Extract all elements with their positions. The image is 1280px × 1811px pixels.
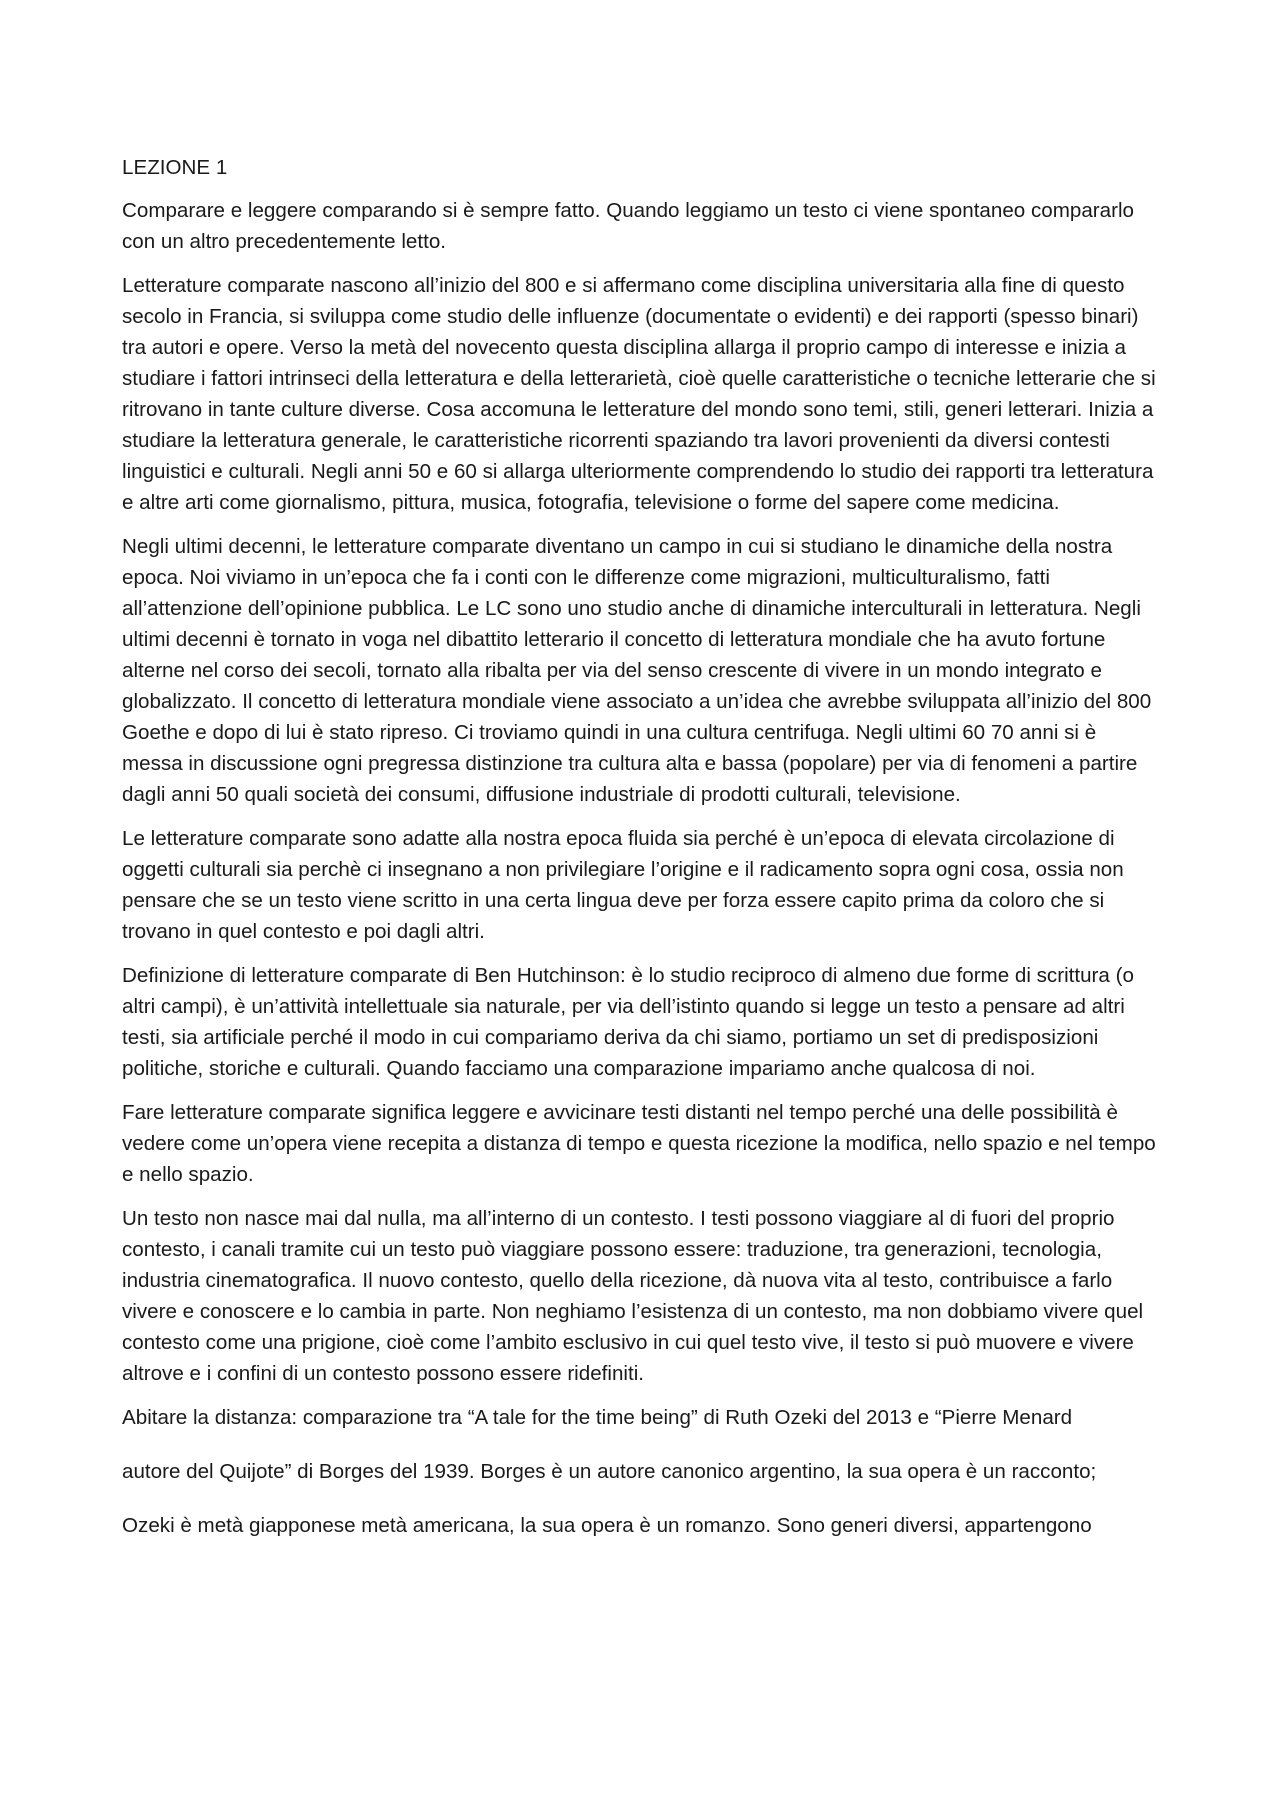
lesson-title: LEZIONE 1 bbox=[122, 156, 228, 179]
paragraph-comparison-line-2: autore del Quijote” di Borges del 1939. Borges è un autore canonico argentino, la sua opera è un racconto; bbox=[122, 1460, 1097, 1483]
paragraph-fluid-epoch: Le letterature comparate sono adatte alla nostra epoca fluida sia perché è un’epoca di elevata circolazione di oggetti culturali sia perchè ci insegnano a non privilegiare l’origine e il radicamento sopra ogni cosa, ossia non pensare che se un testo viene scritto in una certa lingua deve per forza essere capito prima da coloro che si trovano in quel contesto e poi dagli altri. bbox=[122, 827, 1124, 943]
paragraph-recent-decades: Negli ultimi decenni, le letterature comparate diventano un campo in cui si studiano le dinamiche della nostra epoca. Noi viviamo in un’epoca che fa i conti con le differenze come migrazioni, multiculturalismo, fatti all’attenzione dell’opinione pubblica. Le LC sono uno studio anche di dinamiche interculturali in letteratura. Negli ultimi decenni è tornato in voga nel dibattito letterario il concetto di letteratura mondiale che ha avuto fortune alterne nel corso dei secoli, tornato alla ribalta per via del senso crescente di vivere in un mondo integrato e globalizzato. Il concetto di letteratura mondiale viene associato a un’idea che avrebbe sviluppata all’inizio del 800 Goethe e dopo di lui è stato ripreso. Ci troviamo quindi in una cultura centrifuga. Negli ultimi 60 70 anni si è messa in discussione ogni pregressa distinzione tra cultura alta e bassa (popolare) per via di fenomeni a partire dagli anni 50 quali società dei consumi, diffusione industriale di prodotti culturali, televisione. bbox=[122, 535, 1152, 806]
document-body bbox=[122, 152, 1162, 1541]
paragraph-history: Letterature comparate nascono all’inizio del 800 e si affermano come disciplina universitaria alla fine di questo secolo in Francia, si sviluppa come studio delle influenze (documentate o evidenti) e dei rapporti (spesso binari) tra autori e opere. Verso la metà del novecento questa disciplina allarga il proprio campo di interesse e inizia a studiare i fattori intrinseci della letteratura e della letterarietà, cioè quelle caratteristiche o tecniche letterarie che si ritrovano in tante culture diverse. Cosa accomuna le letterature del mondo sono temi, stili, generi letterari. Inizia a studiare la letteratura generale, le caratteristiche ricorrenti spaziando tra lavori provenienti da diversi contesti linguistici e culturali. Negli anni 50 e 60 si allarga ulteriormente comprendendo lo studio dei rapporti tra letteratura e altre arti come giornalismo, pittura, musica, fotografia, televisione o forme del sapere come medicina. bbox=[122, 274, 1156, 514]
paragraph-definition: Definizione di letterature comparate di Ben Hutchinson: è lo studio reciproco di almeno due forme di scrittura (o altri campi), è un’attività intellettuale sia naturale, per via dell’istinto quando si legge un testo a pensare ad altri testi, sia artificiale perché il modo in cui compariamo deriva da chi siamo, portiamo un set di predisposizioni politiche, storiche e culturali. Quando facciamo una comparazione impariamo anche qualcosa di noi. bbox=[122, 964, 1134, 1080]
paragraph-intro: Comparare e leggere comparando si è sempre fatto. Quando leggiamo un testo ci viene spontaneo compararlo con un altro precedentemente letto. bbox=[122, 199, 1134, 253]
paragraph-comparison-line-3: Ozeki è metà giapponese metà americana, la sua opera è un romanzo. Sono generi diversi, appartengono bbox=[122, 1514, 1092, 1537]
paragraph-distance: Fare letterature comparate significa leggere e avvicinare testi distanti nel tempo perché una delle possibilità è vedere come un’opera viene recepita a distanza di tempo e questa ricezione la modifica, nello spazio e nel tempo e nello spazio. bbox=[122, 1101, 1156, 1186]
paragraph-comparison-line-1: Abitare la distanza: comparazione tra “A tale for the time being” di Ruth Ozeki del 2013 e “Pierre Menard bbox=[122, 1406, 1073, 1429]
paragraph-context: Un testo non nasce mai dal nulla, ma all’interno di un contesto. I testi possono viaggiare al di fuori del proprio contesto, i canali tramite cui un testo può viaggiare possono essere: traduzione, tra generazioni, tecnologia, industria cinematografica. Il nuovo contesto, quello della ricezione, dà nuova vita al testo, contribuisce a farlo vivere e conoscere e lo cambia in parte. Non neghiamo l’esistenza di un contesto, ma non dobbiamo vivere quel contesto come una prigione, cioè come l’ambito esclusivo in cui quel testo vive, il testo si può muovere e vivere altrove e i confini di un contesto possono essere ridefiniti. bbox=[122, 1207, 1144, 1385]
